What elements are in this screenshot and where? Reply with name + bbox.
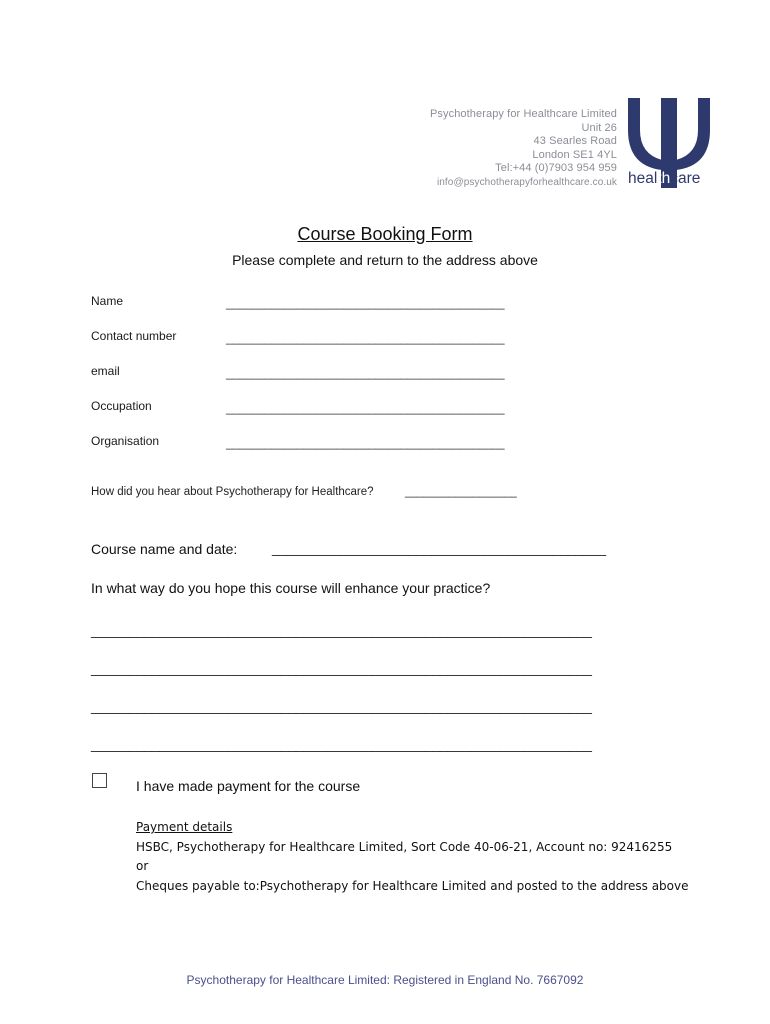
form-subtitle: Please complete and return to the address above bbox=[232, 252, 538, 268]
occupation-field[interactable]: ___________________________________________ bbox=[226, 401, 505, 415]
answer-line[interactable]: __________________________________________________________________ bbox=[91, 698, 592, 714]
field-label-organisation: Organisation bbox=[91, 434, 160, 448]
logo-wordmark: healthcare bbox=[628, 170, 701, 187]
contact-number-field[interactable]: ___________________________________________ bbox=[226, 331, 505, 345]
course-name-field[interactable]: ____________________________________________ bbox=[272, 540, 606, 556]
email-address: info@psychotherapyforhealthcare.co.uk bbox=[436, 176, 617, 188]
healthcare-logo bbox=[626, 96, 712, 192]
answer-line[interactable]: __________________________________________________________________ bbox=[91, 622, 592, 638]
field-label-name: Name bbox=[91, 294, 124, 308]
payment-details bbox=[136, 818, 689, 896]
hear-about-field[interactable]: __________________ bbox=[405, 486, 517, 498]
organisation-field[interactable]: ___________________________________________ bbox=[226, 436, 505, 450]
company-name: Psychotherapy for Healthcare Limited bbox=[429, 108, 617, 120]
address-street: 43 Searles Road bbox=[533, 135, 617, 148]
bank-details: HSBC, Psychotherapy for Healthcare Limited, Sort Code 40-06-21, Account no: 92416255 bbox=[136, 839, 673, 854]
cheque-details: Cheques payable to:Psychotherapy for Healthcare Limited and posted to the address above bbox=[136, 878, 689, 893]
address-unit: Unit 26 bbox=[581, 121, 617, 134]
course-name-label: Course name and date: bbox=[91, 541, 238, 557]
or-text: or bbox=[136, 859, 149, 873]
answer-line[interactable]: __________________________________________________________________ bbox=[91, 736, 592, 752]
footer-registration: Psychotherapy for Healthcare Limited: Registered in England No. 7667092 bbox=[186, 973, 584, 987]
form-title: Course Booking Form bbox=[297, 224, 473, 244]
name-field[interactable]: ___________________________________________ bbox=[226, 296, 505, 310]
field-label-occupation: Occupation bbox=[91, 399, 152, 413]
field-label-contact-number: Contact number bbox=[91, 329, 177, 343]
practice-question: In what way do you hope this course will enhance your practice? bbox=[91, 580, 491, 596]
field-label-email: email bbox=[91, 364, 120, 378]
email-field[interactable]: ___________________________________________ bbox=[226, 366, 505, 380]
answer-line[interactable]: __________________________________________________________________ bbox=[91, 660, 592, 676]
address-city: London SE1 4YL bbox=[532, 148, 617, 161]
telephone: Tel:+44 (0)7903 954 959 bbox=[495, 162, 617, 175]
payment-checkbox-label: I have made payment for the course bbox=[136, 778, 361, 794]
payment-details-title: Payment details bbox=[136, 820, 233, 834]
letterhead-address bbox=[430, 108, 617, 190]
hear-about-question: How did you hear about Psychotherapy for Healthcare? bbox=[91, 486, 374, 498]
payment-checkbox[interactable] bbox=[92, 773, 107, 788]
